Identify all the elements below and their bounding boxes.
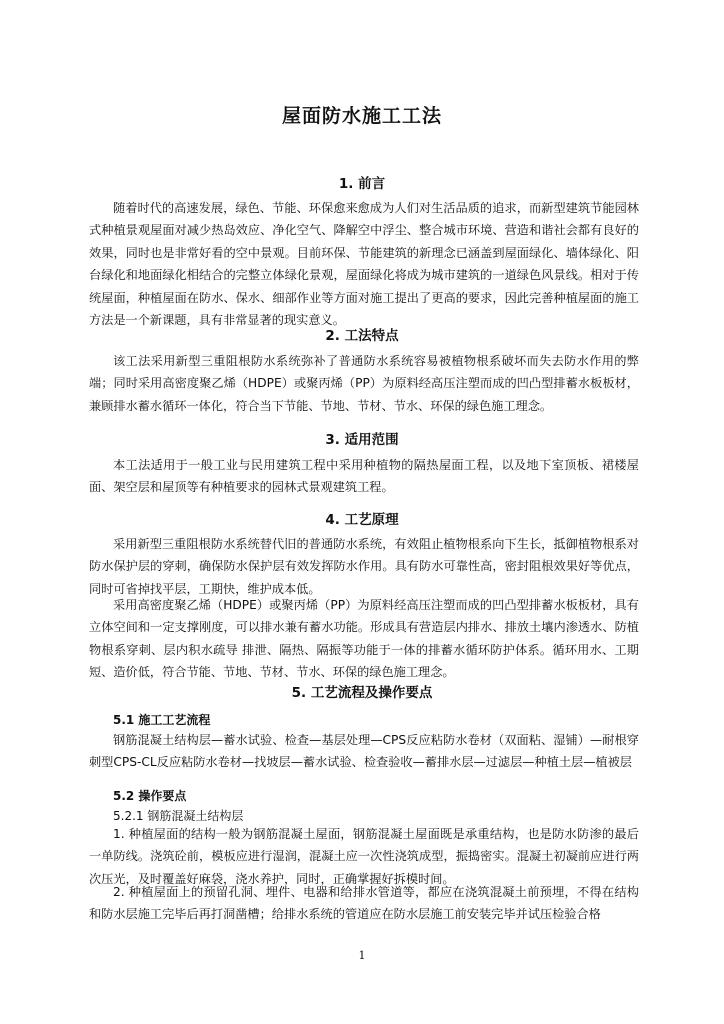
subsection-heading: 5.1 施工工艺流程 — [113, 713, 211, 727]
section-paragraph: 随着时代的高速发展，绿色、节能、环保愈来愈成为人们对生活品质的追求，而新型建筑节能园林式种植景观屋面对减少热岛效应、净化空气、降解空中浮尘、整合城市环境、营造和谐社会都有良好的效果，同时也是非常好看的空中景观。目前环保、节能建筑的新理念已涵盖到屋面绿化、墙体绿化、阳台绿化和地面绿化相结合的完整立体绿化景观，屋面绿化将成为城市建筑的一道绿色风景线。相对于传统屋面，种植屋面在防水、保水、细部作业等方面对施工提出了更高的要求，因此完善种植屋面的施工方法是一个新课题，具有非常显著的现实意义。 — [89, 201, 639, 328]
section-heading-features: 2. 工法特点 — [325, 328, 399, 344]
section-paragraph: 采用高密度聚乙烯（HDPE）或聚丙烯（PP）为原料经高压注塑而成的凹凸型排蓄水板板材，具有立体空间和一定支撑刚度，可以排水兼有蓄水功能。形成具有营造层内排水、排放土壤内渗透水、防植物根系穿刺、层内积水疏导 排泄、隔热、隔振等功能于一体的排蓄水循环防护体系。循环用水、工期短、造价低，符合节能、节地、节材、节水、环保的绿色施工理念。 — [89, 598, 639, 680]
process-flow-paragraph: 钢筋混凝土结构层—蓄水试验、检查—基层处理—CPS反应粘防水卷材（双面粘、湿铺）—耐根穿刺型CPS-CL反应粘防水卷材—找坡层—蓄水试验、检查验收—蓄排水层—过滤层—种植土层—植被层 — [89, 733, 639, 770]
page-number: 1 — [358, 949, 366, 962]
subsection-heading: 5.2 操作要点 — [113, 789, 187, 803]
section-paragraph: 该工法采用新型三重阻根防水系统弥补了普通防水系统容易被植物根系破坏而失去防水作用的弊端；同时采用高密度聚乙烯（HDPE）或聚丙烯（PP）为原料经高压注塑而成的凹凸型排蓄水板板材，兼顾排水蓄水循环一体化，符合当下节能、节地、节材、节水、环保的绿色施工理念。 — [89, 354, 639, 413]
section-heading-process: 5. 工艺流程及操作要点 — [291, 685, 433, 701]
subsubsection-heading: 5.2.1 钢筋混凝土结构层 — [113, 809, 244, 823]
document-title: 屋面防水施工工法 — [281, 105, 442, 127]
section-paragraph: 本工法适用于一般工业与民用建筑工程中采用种植物的隔热屋面工程，以及地下室顶板、裙楼屋面、架空层和屋顶等有种植要求的园林式景观建筑工程。 — [89, 458, 639, 495]
section-heading-scope: 3. 适用范围 — [325, 432, 399, 448]
section-paragraph: 采用新型三重阻根防水系统替代旧的普通防水系统，有效阻止植物根系向下生长，抵御植物根系对防水保护层的穿刺，确保防水保护层有效发挥防水作用。具有防水可靠性高，密封阻根效果好等优点，同时可省掉找平层，工期快，维护成本低。 — [89, 537, 639, 596]
list-item: 2. 种植屋面上的预留孔洞、埋件、电器和给排水管道等，都应在浇筑混凝土前预埋，不得在结构和防水层施工完毕后再打洞凿槽；给排水系统的管道应在防水层施工前安装完毕并试压检验合格 — [89, 885, 639, 922]
section-heading-principle: 4. 工艺原理 — [325, 512, 399, 528]
list-item: 1. 种植屋面的结构一般为钢筋混凝土屋面，钢筋混凝土屋面既是承重结构，也是防水防渗的最后一单防线。浇筑砼前，模板应进行湿润，混凝土应一次性浇筑成型，振捣密实。混凝土初凝前应进行两次压光，及时覆盖好麻袋，浇水养护，同时，正确掌握好拆模时间。 — [89, 827, 639, 886]
section-heading-preface: 1. 前言 — [338, 176, 386, 192]
